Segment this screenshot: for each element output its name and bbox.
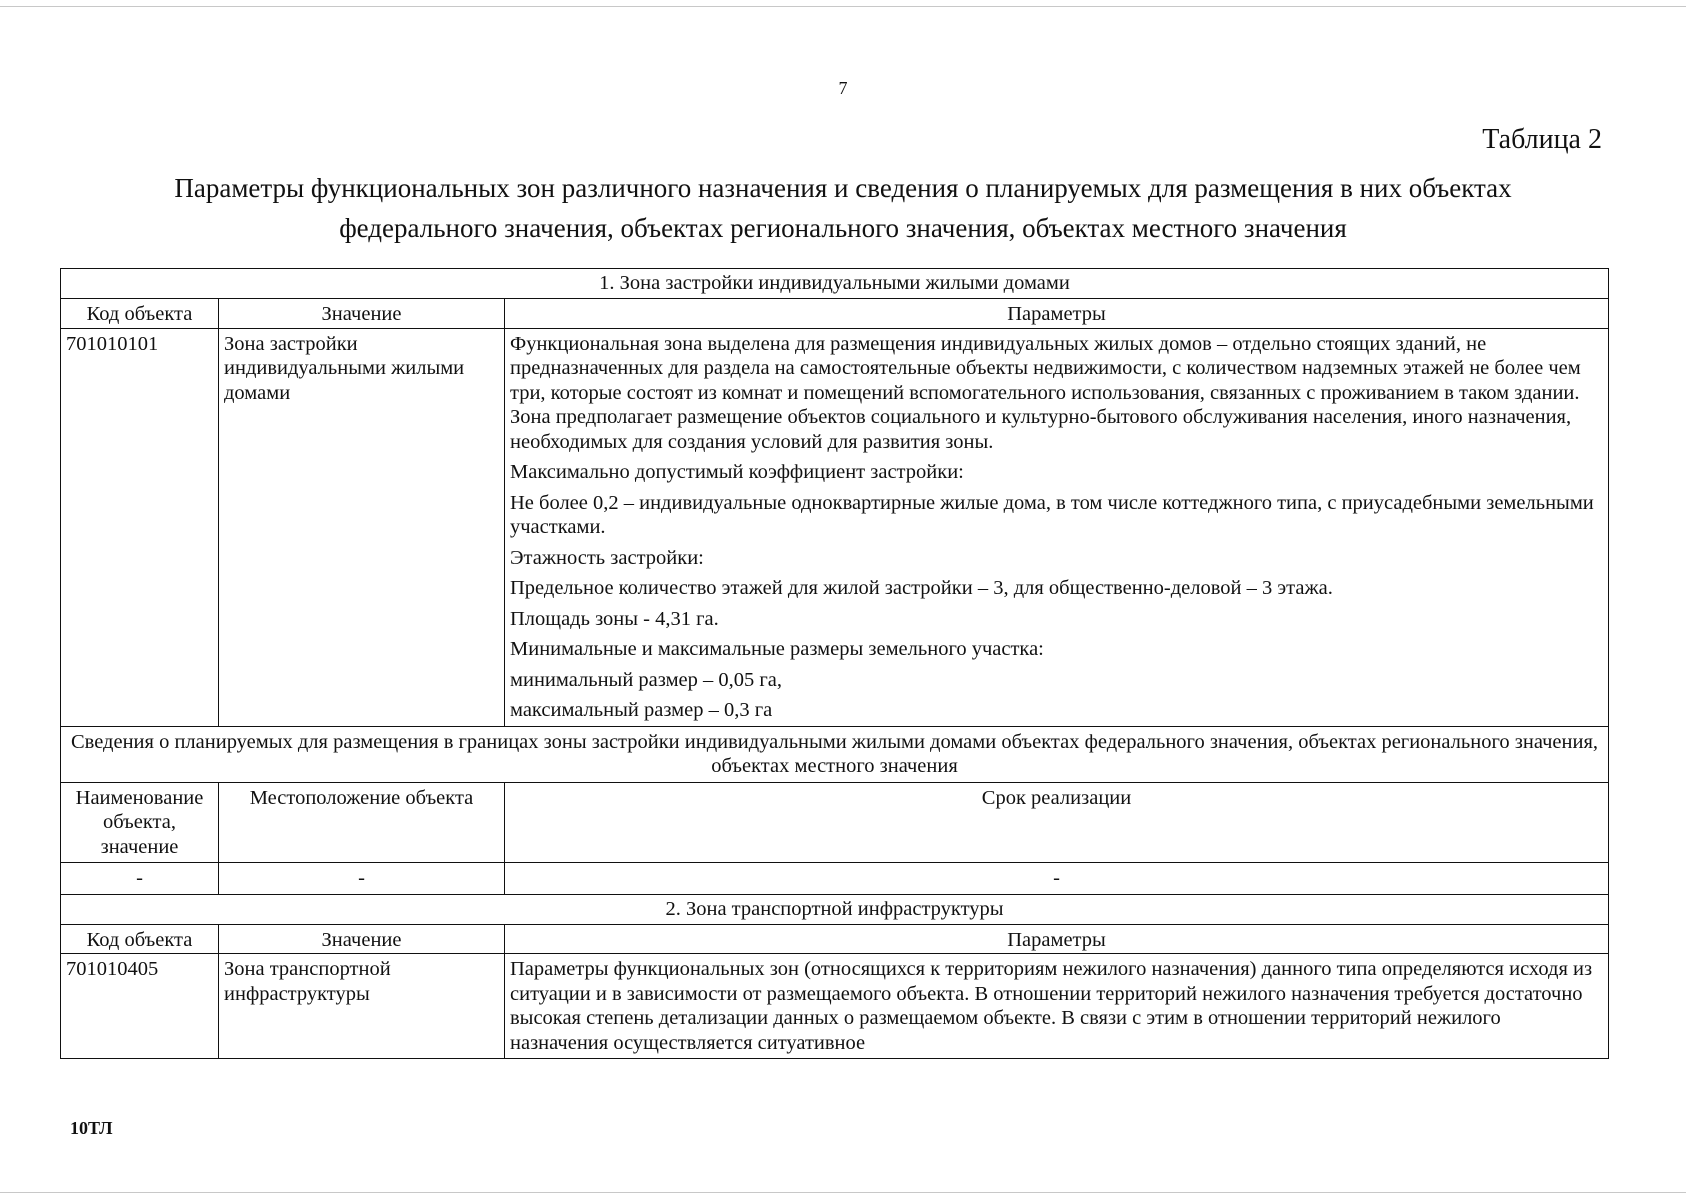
section-2-title-row [61,894,1609,924]
planned-objects-title: Сведения о планируемых для размещения в границах зоны застройки индивидуальными жилыми домами объектах федерального значения, объектах регионального значения, объектах местного значения [61,726,1609,782]
scan-top-edge [0,6,1686,7]
object-value: Зона транспортной инфраструктуры [219,954,505,1059]
params-paragraph: максимальный размер – 0,3 га [510,699,773,721]
section-2-header-row [61,924,1609,954]
object-params [505,328,1609,726]
params-paragraph: Функциональная зона выделена для размещения индивидуальных жилых домов – отдельно стоящих зданий, не предназначенных для раздела на самостоятельные объекты недвижимости, с количеством надземных этажей не более чем три, которые состоят из комнат и помещений вспомогательного использования, связанных с проживанием в таком здании. Зона предполагает размещение объектов социального и культурно-бытового обслуживания населения, иного назначения, необходимых для создания условий для развития зоны. [510,332,1581,453]
document-title [60,168,1626,248]
header-params: Параметры [505,299,1609,329]
object-params: Параметры функциональных зон (относящихся к территориям нежилого назначения) данного типа определяются исходя из ситуации и в зависимости от размещаемого объекта. В отношении территорий нежилого назначения требуется достаточно высокая степень детализации данных о размещаемом объекте. В связи с этим в отношении территорий нежилого назначения осуществляется ситуативное [505,954,1609,1059]
table-label: Таблица 2 [1482,124,1602,155]
params-paragraph: Максимально допустимый коэффициент застройки: [510,461,964,483]
header-value: Значение [219,924,505,954]
header-object-location: Местоположение объекта [219,782,505,863]
section-1-title-row [61,269,1609,299]
params-paragraph: Не более 0,2 – индивидуальные одноквартирные жилые дома, в том числе коттеджного типа, с приусадебными земельными участками. [510,491,1594,538]
params-paragraph: Минимальные и максимальные размеры земельного участка: [510,638,1044,660]
header-code: Код объекта [61,924,219,954]
section-2-title: 2. Зона транспортной инфраструктуры [61,894,1609,924]
planned-title-row [61,726,1609,782]
page-number: 7 [838,78,848,98]
planned-implementation-term: - [505,863,1609,895]
header-code: Код объекта [61,299,219,329]
section-2-data-row [61,954,1609,1059]
planned-object-location: - [219,863,505,895]
section-1-data-row [61,328,1609,726]
planned-object-name: - [61,863,219,895]
object-code: 701010101 [61,328,219,726]
planned-header-row [61,782,1609,863]
params-paragraph: минимальный размер – 0,05 га, [510,668,783,691]
section-1-header-row [61,299,1609,329]
header-params: Параметры [505,924,1609,954]
footer-mark: 10ТЛ [70,1118,113,1138]
header-value: Значение [219,299,505,329]
planned-data-row [61,863,1609,895]
params-paragraph: Этажность застройки: [510,546,704,569]
document-title-line-1: Параметры функциональных зон различного назначения и сведения о планируемых для размещения в них объектах [174,173,1512,203]
scan-bottom-edge [0,1192,1686,1193]
section-1-title: 1. Зона застройки индивидуальными жилыми домами [61,269,1609,299]
params-paragraph: Площадь зоны - 4,31 га. [510,607,719,630]
params-paragraph: Предельное количество этажей для жилой застройки – 3, для общественно-деловой – 3 этажа. [510,577,1333,599]
header-implementation-term: Срок реализации [505,782,1609,863]
object-code: 701010405 [61,954,219,1059]
header-object-name: Наименование объекта, значение [61,782,219,863]
zones-table [60,268,1609,1059]
document-title-line-2: федерального значения, объектах регионального значения, объектах местного значения [339,213,1347,243]
object-value: Зона застройки индивидуальными жилыми домами [219,328,505,726]
